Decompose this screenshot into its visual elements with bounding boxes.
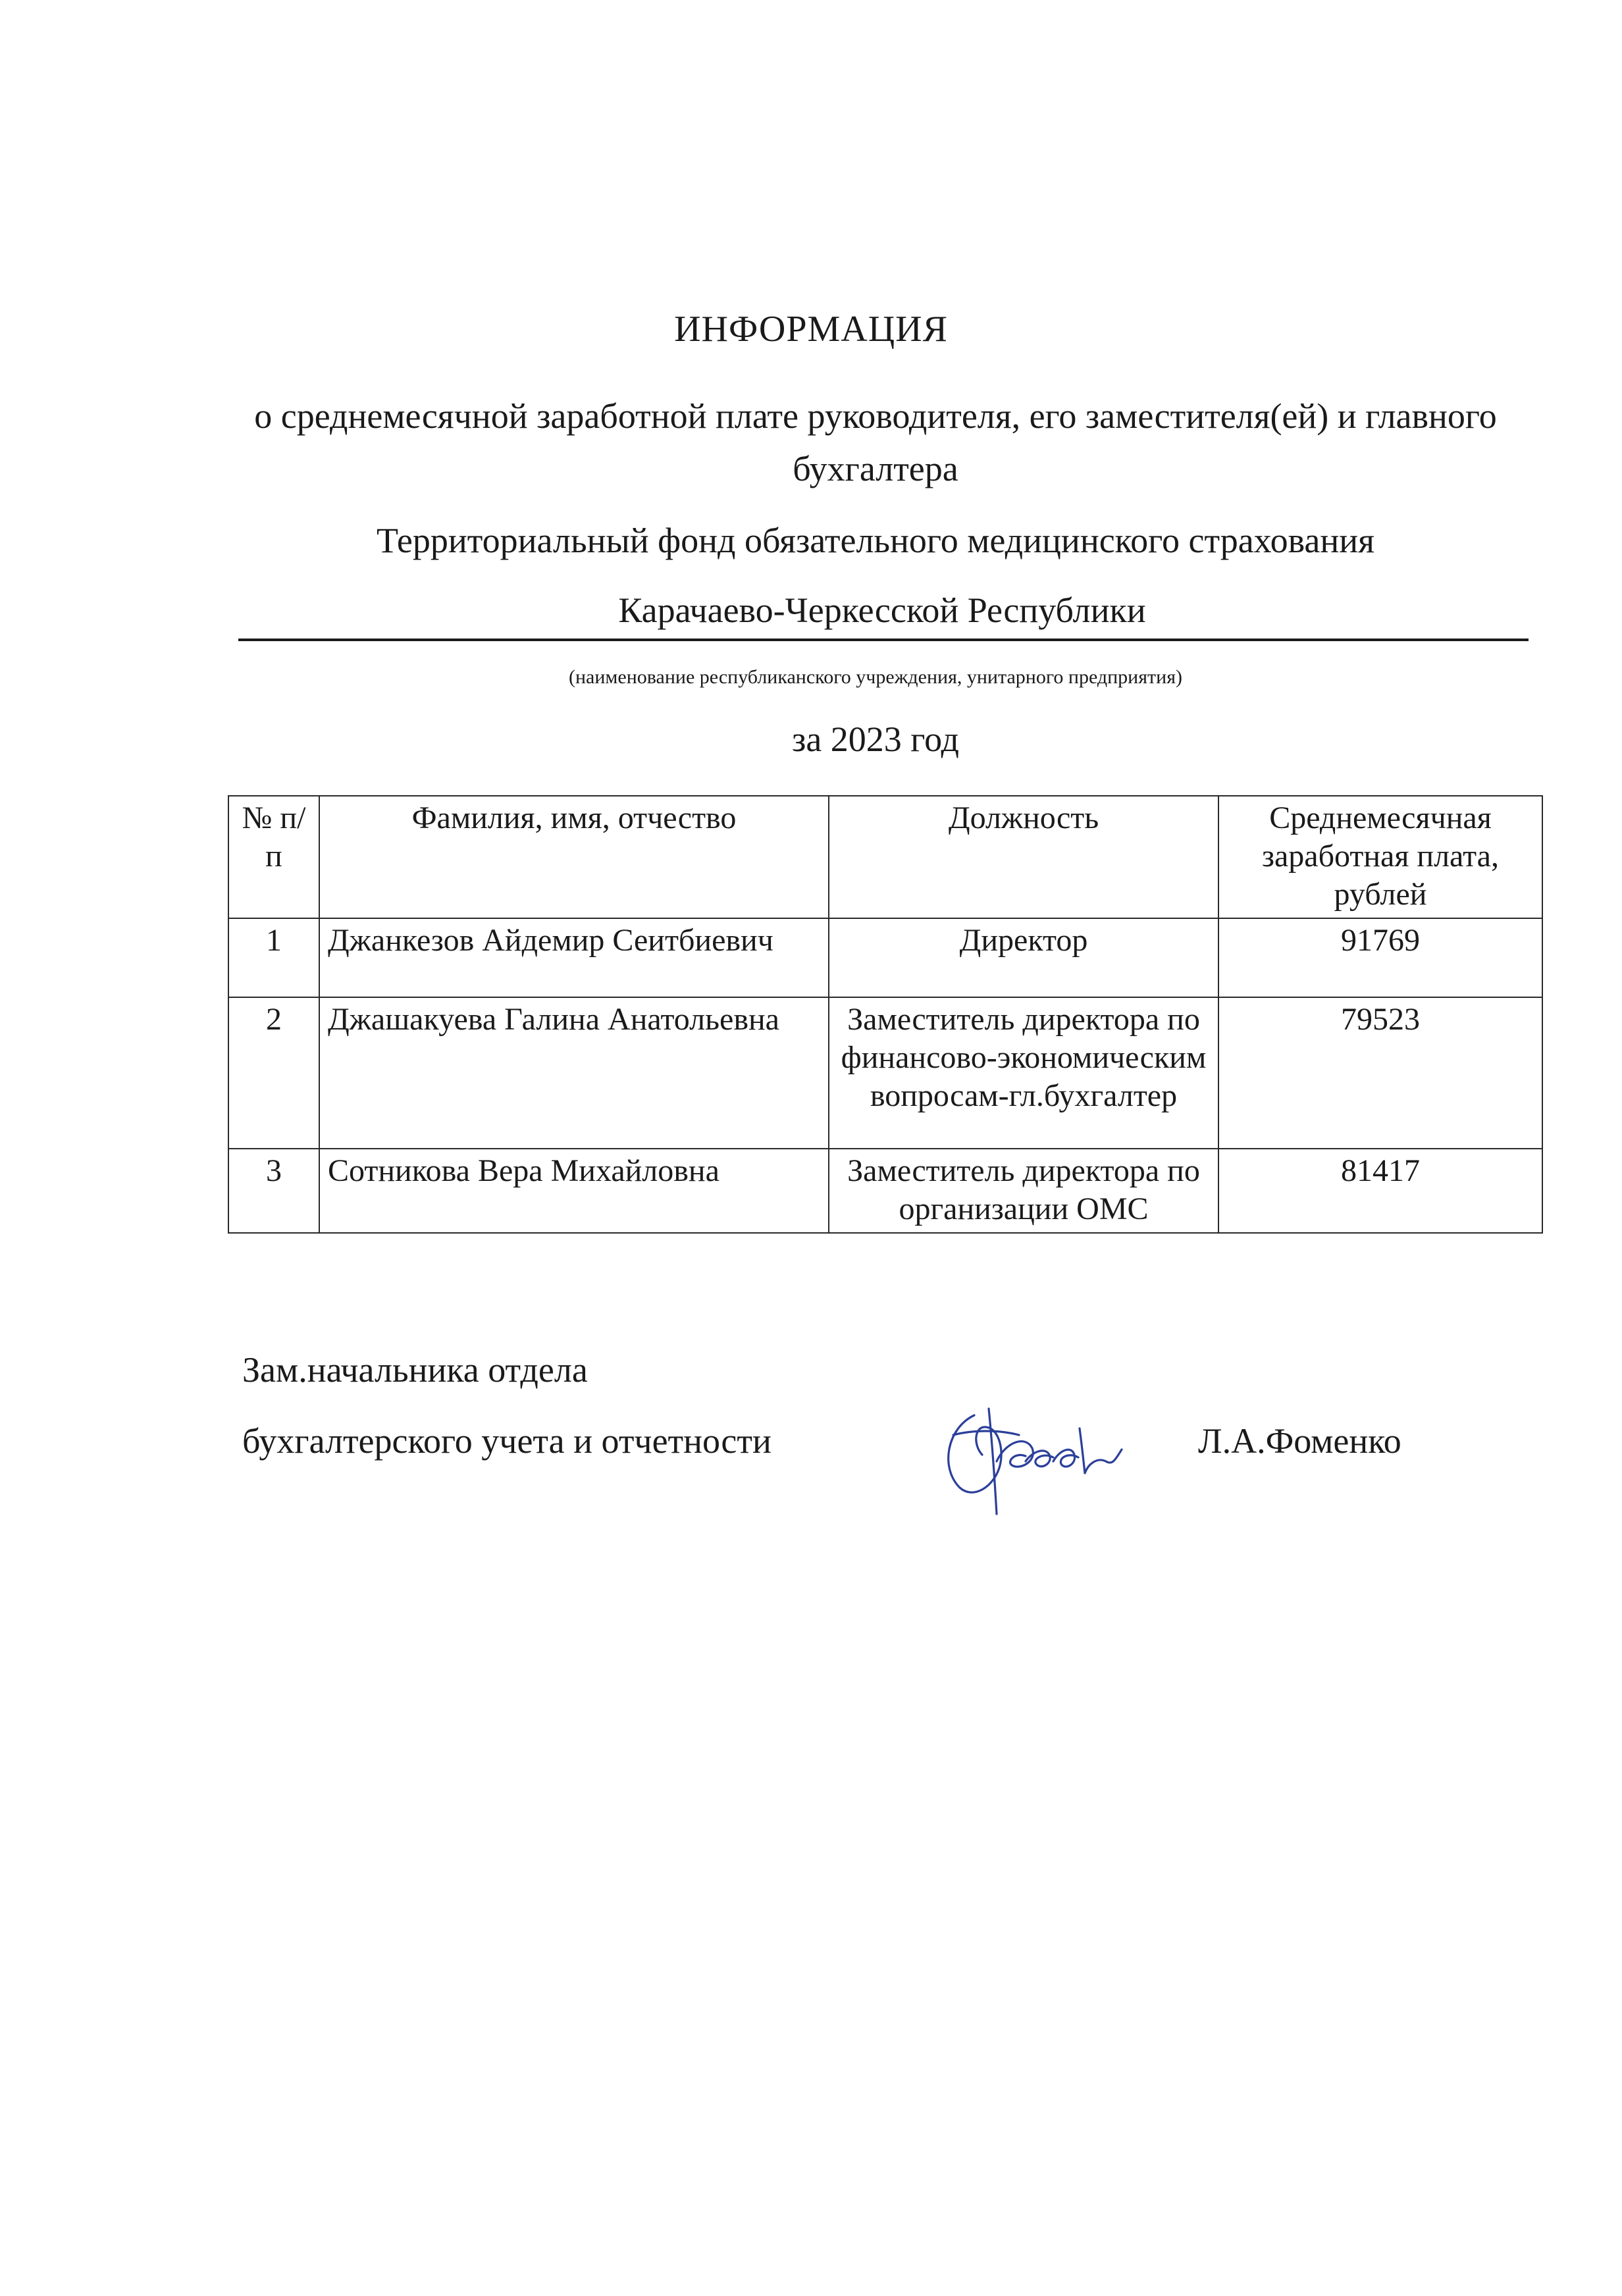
row-position: Заместитель директора по организации ОМС	[829, 1149, 1218, 1233]
handwritten-signature	[933, 1389, 1124, 1521]
signatory-title-line1: Зам.начальника отдела	[242, 1350, 588, 1390]
table-row	[228, 997, 1542, 1149]
column-header-position: Должность	[829, 796, 1218, 918]
row-number: 1	[228, 918, 319, 997]
column-header-salary: Среднемесячная заработная плата, рублей	[1218, 796, 1542, 918]
row-salary: 91769	[1218, 918, 1542, 997]
row-full-name: Сотникова Вера Михайловна	[319, 1149, 829, 1233]
column-header-number: № п/п	[228, 796, 319, 918]
table-header-row	[228, 796, 1542, 918]
row-salary: 81417	[1218, 1149, 1542, 1233]
row-position: Директор	[829, 918, 1218, 997]
salary-table	[228, 795, 1543, 1234]
report-period: за 2023 год	[791, 719, 960, 759]
table-row	[228, 1149, 1542, 1233]
column-header-name: Фамилия, имя, отчество	[319, 796, 829, 918]
row-number: 3	[228, 1149, 319, 1233]
row-number: 2	[228, 997, 319, 1149]
signatory-title-line2: бухгалтерского учета и отчетности	[242, 1421, 772, 1461]
document-title: ИНФОРМАЦИЯ	[674, 309, 948, 350]
row-full-name: Джанкезов Айдемир Сеитбиевич	[319, 918, 829, 997]
organization-caption: (наименование республиканского учреждения, унитарного предприятия)	[568, 666, 1182, 688]
table-row	[228, 918, 1542, 997]
organization-name-line2: Карачаево-Черкесской Республики	[618, 590, 1146, 630]
document-subtitle: о среднемесячной заработной плате руководителя, его заместителя(ей) и главного бухгалтера	[254, 396, 1497, 488]
row-position: Заместитель директора по финансово-экономическим вопросам-гл.бухгалтер	[829, 997, 1218, 1149]
organization-underline	[238, 639, 1529, 641]
organization-name-line1: Территориальный фонд обязательного медицинского страхования	[376, 521, 1375, 560]
signatory-name: Л.А.Фоменко	[1198, 1421, 1401, 1461]
row-salary: 79523	[1218, 997, 1542, 1149]
row-full-name: Джашакуева Галина Анатольевна	[319, 997, 829, 1149]
